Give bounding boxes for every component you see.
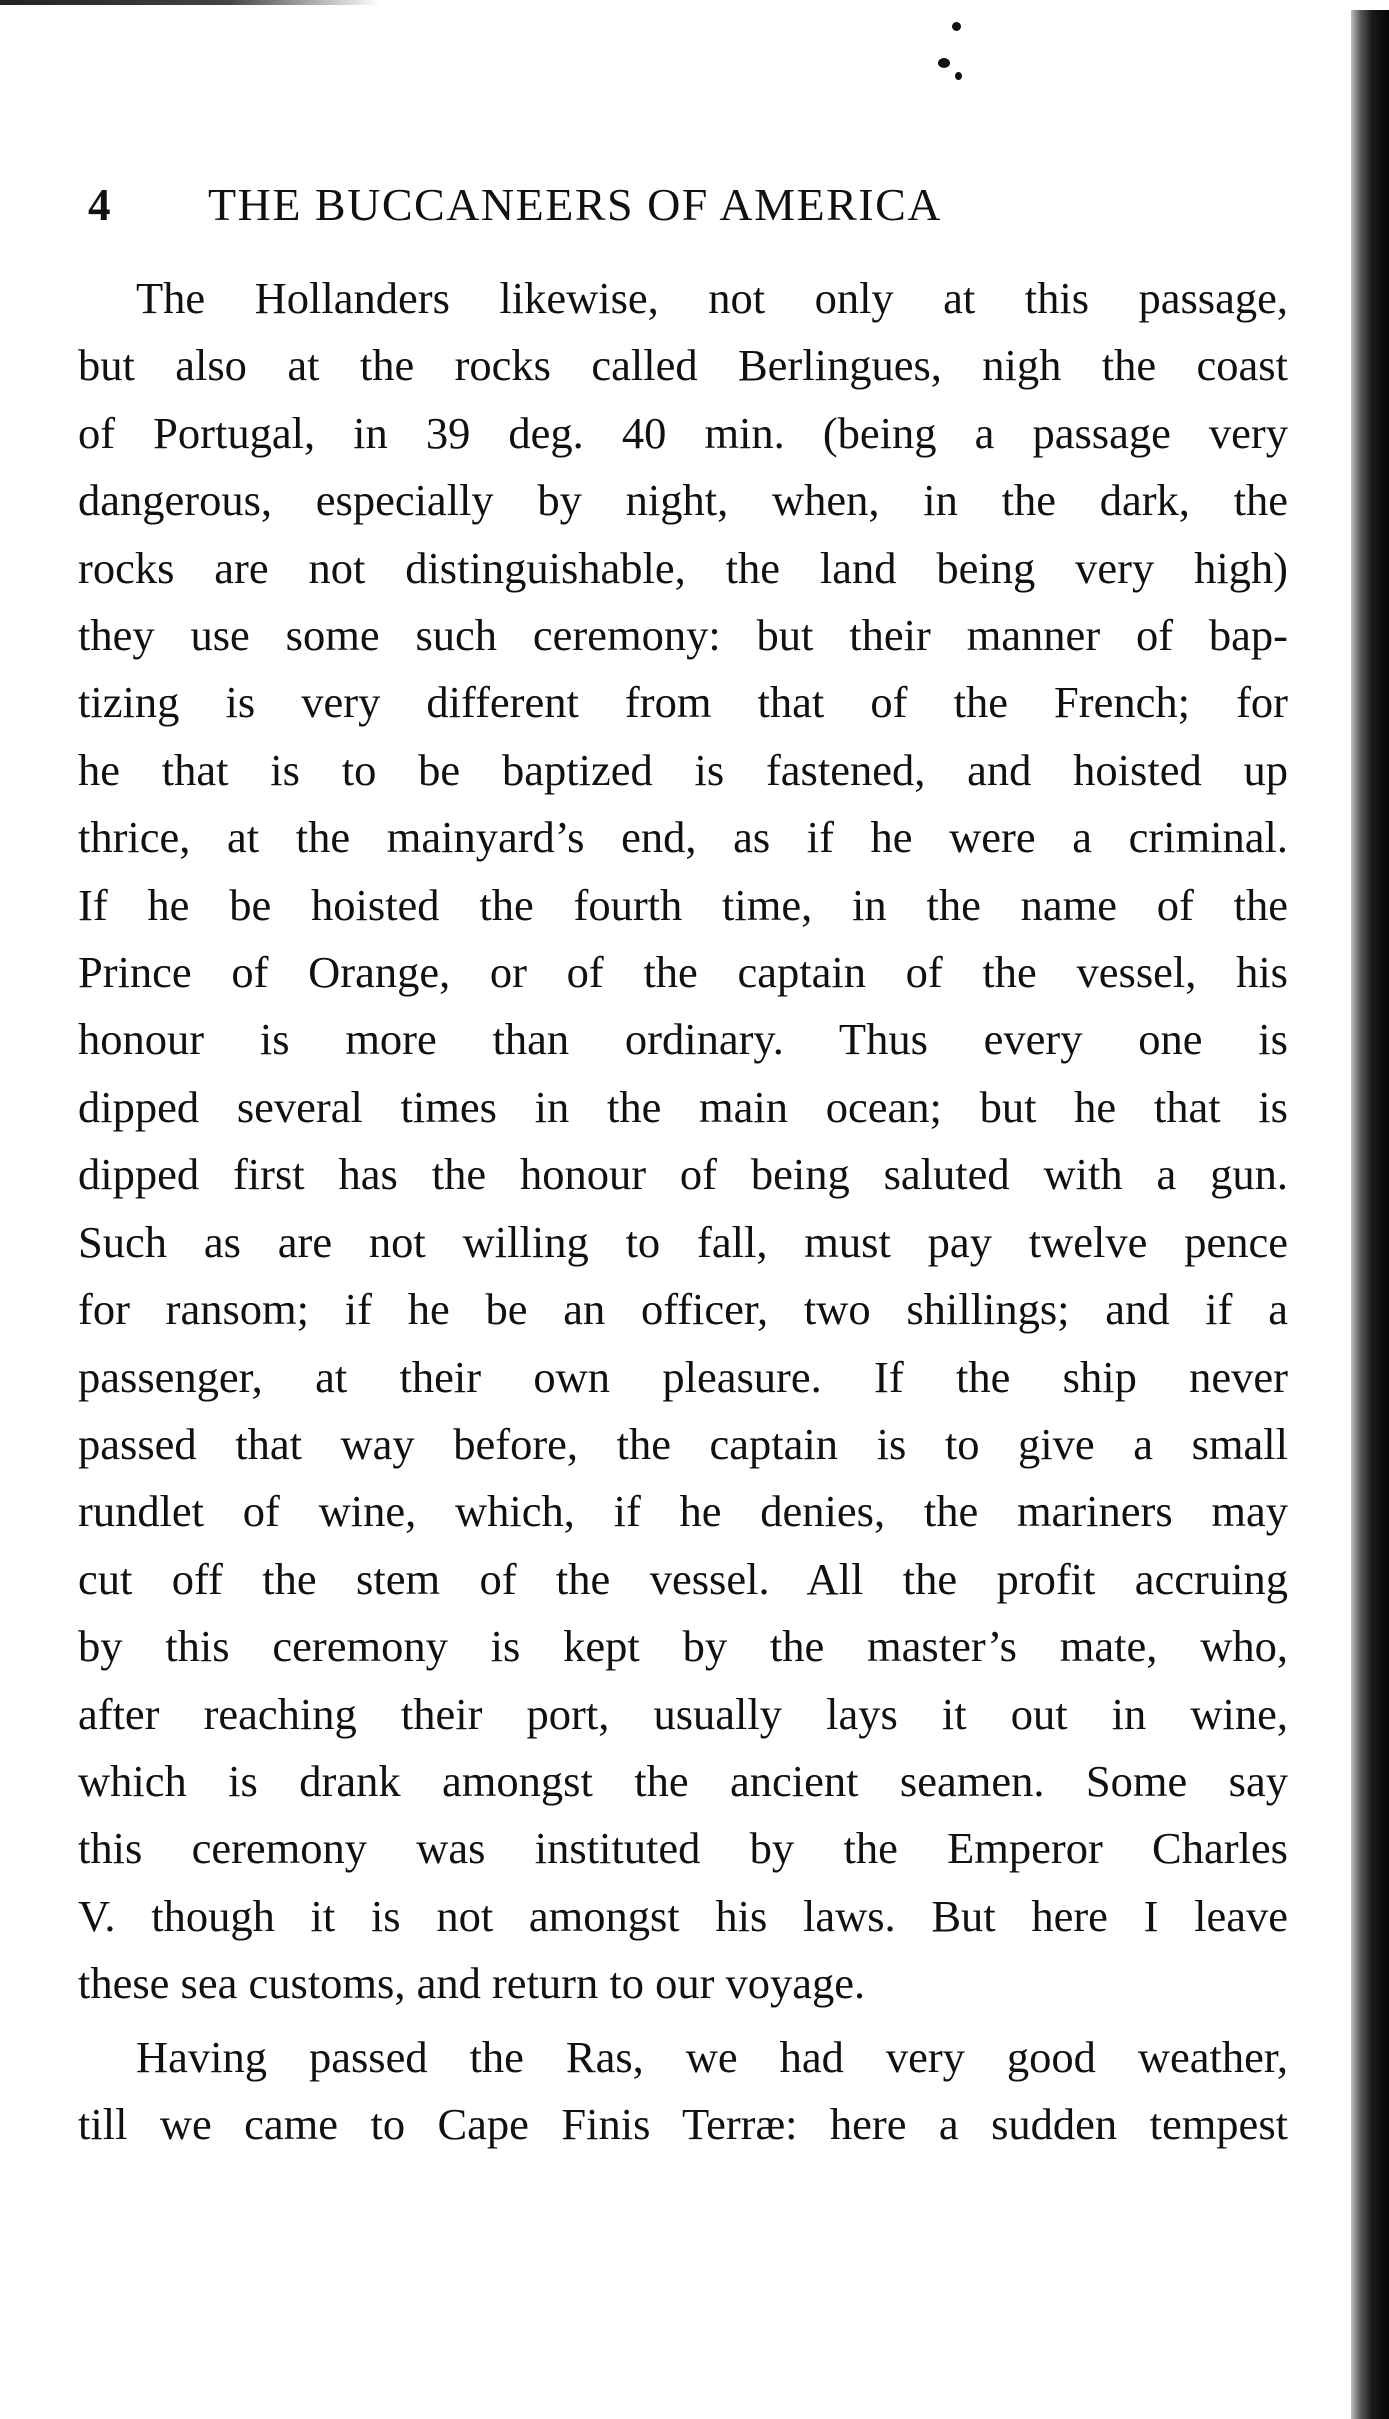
text-line: till we came to Cape Finis Terræ: here a sudden tempest xyxy=(78,2098,1288,2149)
text-line: dangerous, especially by night, when, in the dark, the xyxy=(78,475,1288,526)
text-line: but also at the rocks called Berlingues, nigh the coast xyxy=(78,340,1288,391)
text-line: honour is more than ordinary. Thus every one is xyxy=(78,1014,1288,1065)
text-line: passenger, at their own pleasure. If the ship never xyxy=(78,1351,1288,1402)
text-line: thrice, at the mainyard’s end, as if he were a criminal. xyxy=(78,812,1288,863)
text-line: by this ceremony is kept by the master’s mate, who, xyxy=(78,1621,1288,1672)
page-edge-shadow xyxy=(1351,10,1389,2419)
page-header xyxy=(78,175,1288,265)
text-line: rundlet of wine, which, if he denies, the mariners may xyxy=(78,1486,1288,1537)
text-line: Such as are not willing to fall, must pay twelve pence xyxy=(78,1216,1288,1267)
paragraph-2 xyxy=(78,2024,1288,2159)
text-line: cut off the stem of the vessel. All the profit accruing xyxy=(78,1553,1288,1604)
text-line: he that is to be baptized is fastened, and hoisted up xyxy=(78,744,1288,795)
text-line: The Hollanders likewise, not only at this passage, xyxy=(136,273,1288,323)
text-line: these sea customs, and return to our voyage. xyxy=(78,1958,866,2009)
text-line: tizing is very different from that of the French; for xyxy=(78,677,1288,728)
page-number: 4 xyxy=(88,180,111,230)
text-line: rocks are not distinguishable, the land being very high) xyxy=(78,542,1288,593)
ink-speck-top-2 xyxy=(938,58,950,68)
text-line: which is drank amongst the ancient seamen. Some say xyxy=(78,1755,1288,1806)
text-line: dipped first has the honour of being saluted with a gun. xyxy=(78,1149,1288,1200)
text-line: they use some such ceremony: but their manner of bap- xyxy=(78,610,1288,661)
text-line: for ransom; if he be an officer, two shillings; and if a xyxy=(78,1284,1288,1335)
text-line: of Portugal, in 39 deg. 40 min. (being a passage very xyxy=(78,407,1288,458)
text-line: Prince of Orange, or of the captain of the vessel, his xyxy=(78,947,1288,998)
top-rule xyxy=(0,0,380,5)
paragraph-1 xyxy=(78,265,1288,2018)
text-line: this ceremony was instituted by the Emperor Charles xyxy=(78,1823,1288,1874)
page-body xyxy=(78,175,1288,2158)
text-line: after reaching their port, usually lays it out in wine, xyxy=(78,1688,1288,1739)
running-head: THE BUCCANEERS OF AMERICA xyxy=(208,179,942,230)
text-line: Having passed the Ras, we had very good weather, xyxy=(136,2031,1288,2082)
ink-speck-top xyxy=(952,22,961,31)
text-line: V. though it is not amongst his laws. But here I leave xyxy=(78,1890,1288,1941)
text-line: If he be hoisted the fourth time, in the name of the xyxy=(78,879,1288,930)
text-line: dipped several times in the main ocean; but he that is xyxy=(78,1081,1288,1132)
ink-speck-top-3 xyxy=(955,72,962,80)
text-line: passed that way before, the captain is to give a small xyxy=(78,1418,1288,1469)
